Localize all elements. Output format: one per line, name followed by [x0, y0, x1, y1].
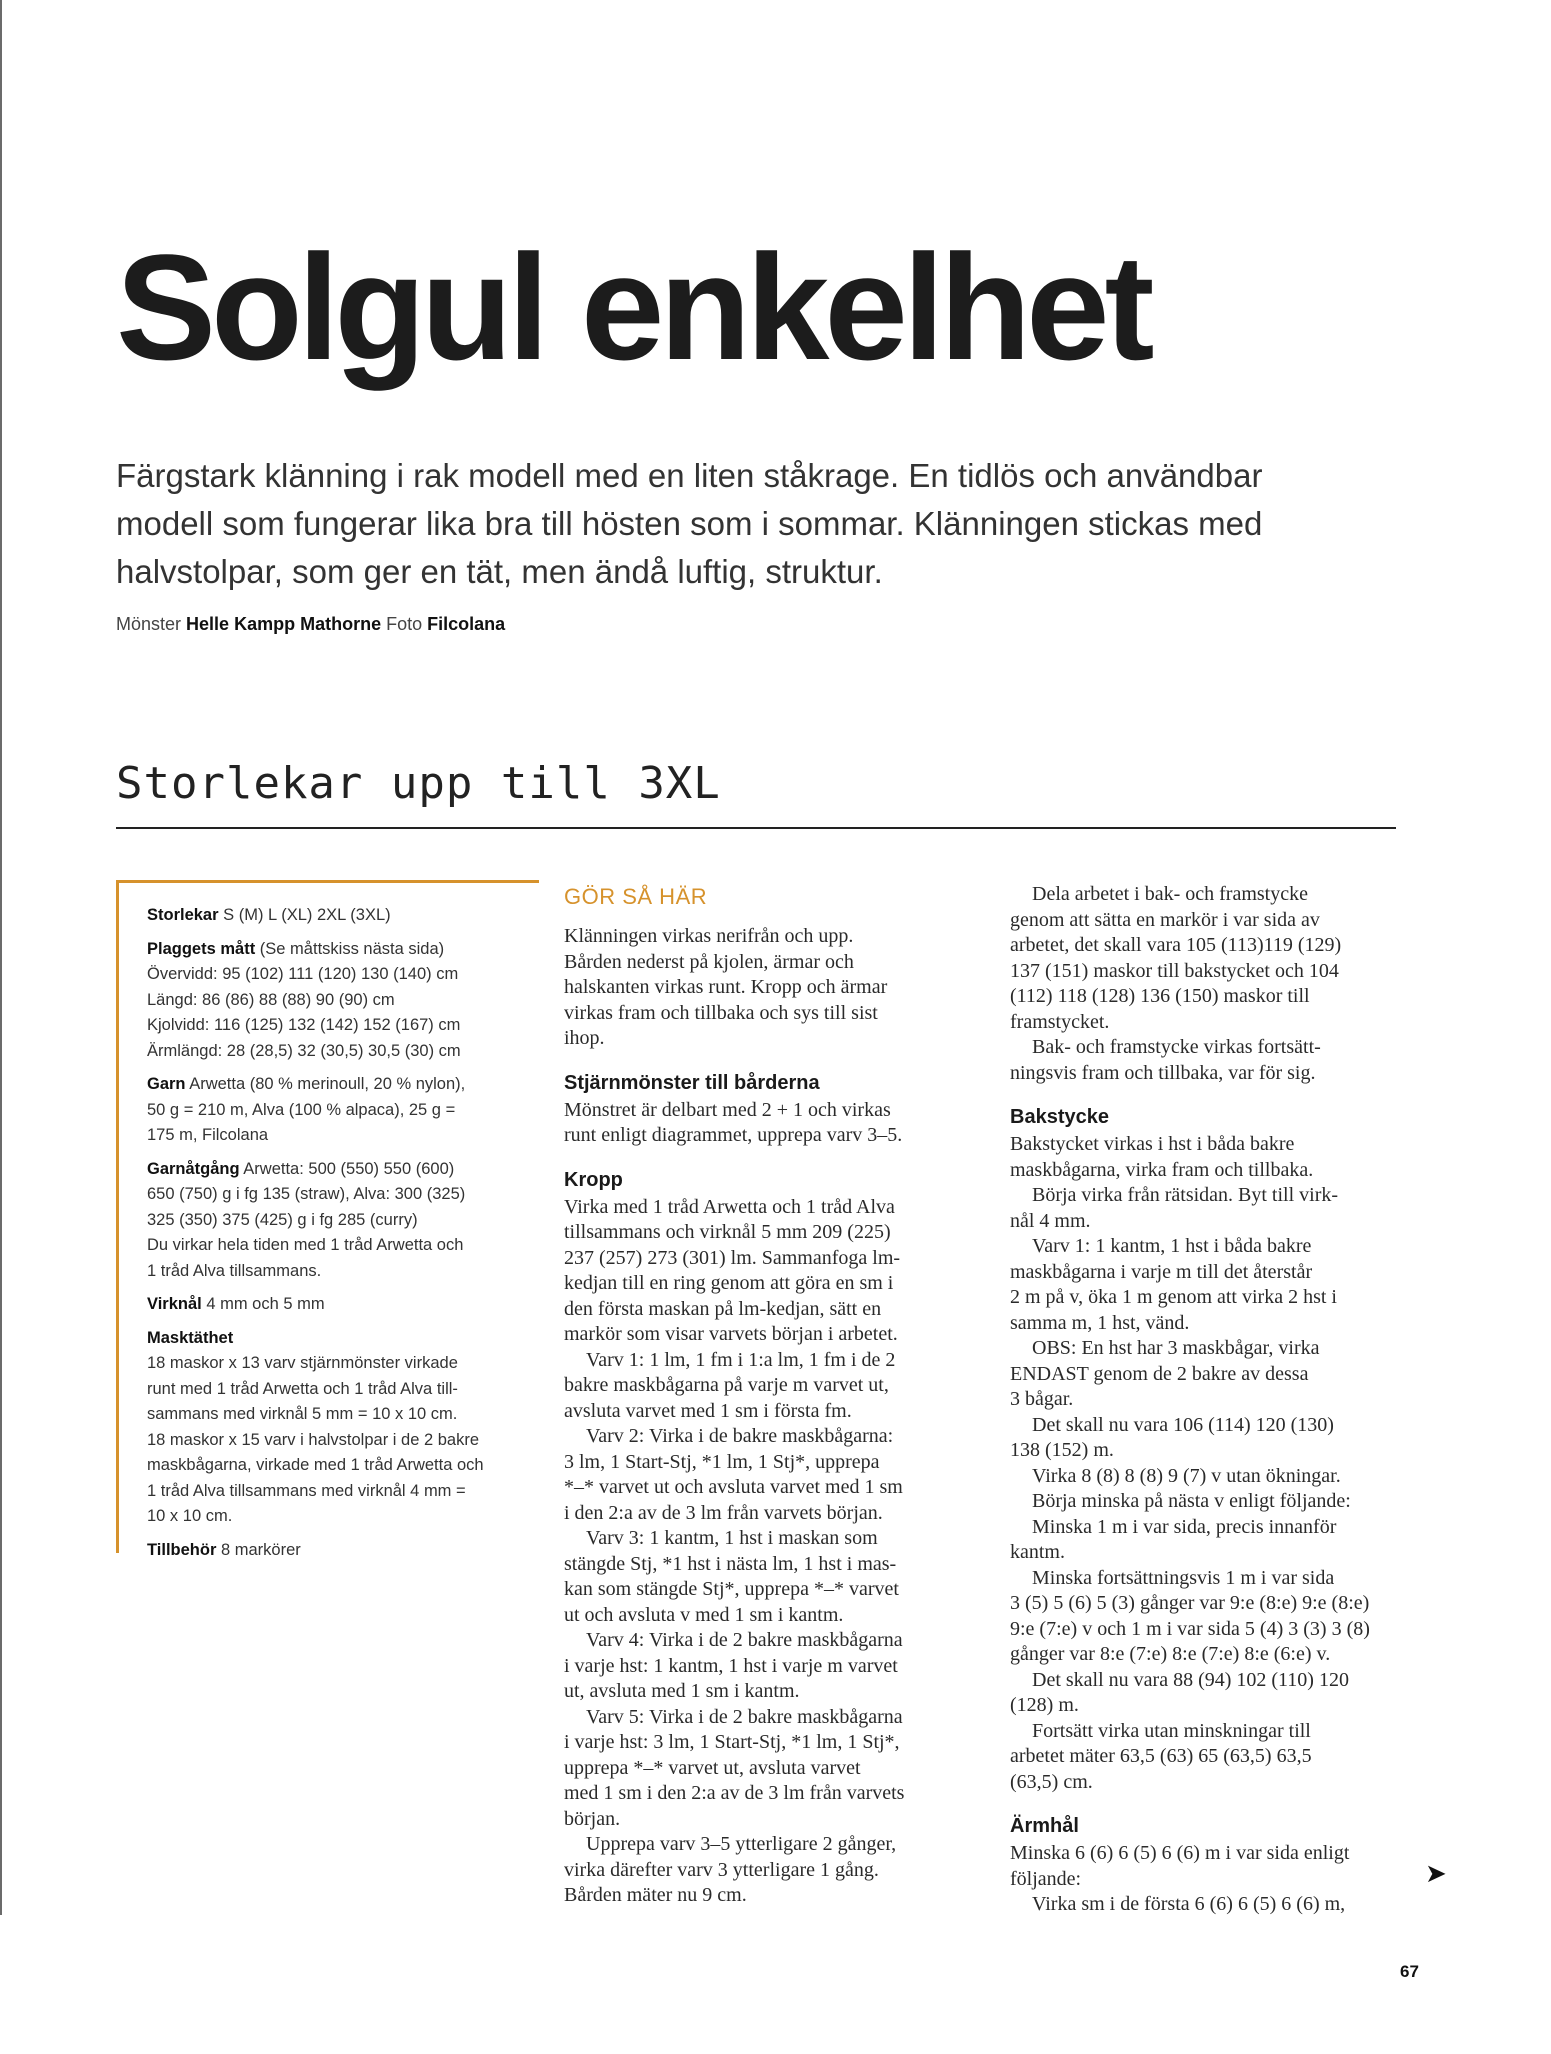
spec-line: 325 (350) 375 (425) g i fg 285 (curry) [147, 1210, 418, 1229]
text-line: Minska 1 m i var sida, precis innanför [1032, 1515, 1337, 1538]
spec-label: Garnåtgång [147, 1159, 240, 1178]
row-2-paragraph [564, 1424, 969, 1526]
spec-label: Masktäthet [147, 1328, 234, 1347]
lead-paragraph [116, 452, 1346, 596]
text-line: början. [564, 1807, 621, 1830]
text-line: gånger var 8:e (7:e) 8:e (7:e) 8:e (6:e) v. [1010, 1643, 1331, 1665]
armhole-heading: Ärmhål [1010, 1815, 1079, 1837]
section-rule [116, 827, 1396, 829]
spec-line: maskbågarna, virkade med 1 tråd Arwetta och [147, 1456, 484, 1474]
text-line: med 1 sm i den 2:a av de 3 lm från varvets [564, 1782, 905, 1804]
text-line: markör som visar varvets början i arbetet. [564, 1323, 898, 1345]
body-paragraph [564, 1195, 969, 1348]
spec-hook [147, 1292, 537, 1318]
spec-measures [147, 937, 537, 1065]
text-line: Mönstret är delbart med 2 + 1 och virkas [564, 1098, 891, 1121]
spec-notions [147, 1538, 537, 1564]
text-line: kedjan till en ring genom att göra en sm i [564, 1272, 894, 1294]
row-4-paragraph [564, 1628, 969, 1705]
pattern-label: Mönster [116, 614, 182, 634]
spec-label: Plaggets mått [147, 939, 256, 958]
spec-value: 8 markörer [220, 1540, 301, 1559]
page-number: 67 [1400, 1962, 1419, 1981]
spec-label: Garn [147, 1075, 186, 1093]
text-line: följande: [1010, 1867, 1082, 1890]
text-line: maskbågarna, virka fram och tillbaka. [1010, 1158, 1314, 1181]
spec-value: Arwetta: 500 (550) 550 (600) [243, 1159, 455, 1178]
text-line: stängde Stj, *1 hst i nästa lm, 1 hst i mas- [564, 1552, 897, 1575]
armhole-paragraph [1010, 1841, 1415, 1918]
text-line: virkas fram och tillbaka och sys till sist [564, 1001, 878, 1024]
text-line: ut, avsluta med 1 sm i kantm. [564, 1680, 800, 1702]
photo-author: Filcolana [427, 614, 506, 634]
text-line: Varv 1: 1 lm, 1 fm i 1:a lm, 1 fm i de 2 [586, 1348, 896, 1371]
text-line: Bakstycket virkas i hst i båda bakre [1010, 1133, 1295, 1155]
split-paragraph [1010, 882, 1415, 1035]
text-line: den första maskan på lm-kedjan, sätt en [564, 1297, 882, 1320]
photo-label: Foto [386, 614, 423, 634]
text-line: arbetet, det skall vara 105 (113)119 (129) [1010, 934, 1342, 956]
section-heading: Storlekar upp till 3XL [116, 758, 721, 809]
credits-line [116, 614, 505, 635]
text-line: 137 (151) maskor till bakstycket och 104 [1010, 959, 1339, 982]
spec-line [147, 1072, 537, 1098]
spec-label: Tillbehör [147, 1540, 217, 1559]
text-line: 3 bågar. [1010, 1388, 1074, 1410]
text-line: bakre maskbågarna på varje m varvet ut, [564, 1374, 889, 1396]
text-line: (128) m. [1010, 1694, 1079, 1716]
text-line: Bak- och framstycke virkas fortsätt- [1032, 1036, 1321, 1058]
back-piece-heading: Bakstycke [1010, 1106, 1109, 1128]
text-line: Det skall nu vara 106 (114) 120 (130) [1032, 1413, 1334, 1436]
spec-line: Ärmlängd: 28 (28,5) 32 (30,5) 30,5 (30) cm [147, 1041, 461, 1060]
spec-value: 4 mm och 5 mm [206, 1295, 325, 1313]
text-line: kan som stängde Stj*, upprepa *–* varvet [564, 1578, 899, 1600]
spec-line [147, 1326, 537, 1352]
text-line: ut och avsluta v med 1 sm i kantm. [564, 1603, 844, 1626]
spec-line: 175 m, Filcolana [147, 1126, 269, 1144]
text-line: Varv 4: Virka i de 2 bakre maskbågarna [586, 1629, 903, 1651]
text-line: maskbågarna i varje m till det återstår [1010, 1260, 1313, 1283]
spec-line: runt med 1 tråd Arwetta och 1 tråd Alva till- [147, 1379, 458, 1398]
intro-paragraph [564, 924, 969, 1052]
text-line: i den 2:a av de 3 lm från varvets början. [564, 1501, 883, 1524]
text-line: Upprepa varv 3–5 ytterligare 2 gånger, [586, 1833, 897, 1855]
spec-line: sammans med virknål 5 mm = 10 x 10 cm. [147, 1405, 458, 1423]
text-line: Virka med 1 tråd Arwetta och 1 tråd Alva [564, 1195, 895, 1218]
text-line: genom att sätta en markör i var sida av [1010, 908, 1320, 931]
text-line: Bården nederst på kjolen, ärmar och [564, 950, 854, 973]
body-heading: Kropp [564, 1168, 623, 1191]
text-line: Fortsätt virka utan minskningar till [1032, 1719, 1311, 1742]
spec-consumption [147, 1157, 537, 1285]
text-line: avsluta varvet med 1 sm i första fm. [564, 1399, 852, 1422]
spec-line: 10 x 10 cm. [147, 1507, 233, 1525]
instructions-kicker: GÖR SÅ HÄR [564, 884, 708, 909]
text-line: arbetet mäter 63,5 (63) 65 (63,5) 63,5 [1010, 1745, 1312, 1767]
text-line: 3 lm, 1 Start-Stj, *1 lm, 1 Stj*, upprepa [564, 1450, 880, 1473]
text-line: ningsvis fram och tillbaka, var för sig. [1010, 1061, 1316, 1084]
text-line: Virka 8 (8) 8 (8) 9 (7) v utan ökningar. [1032, 1464, 1341, 1487]
text-line: Minska 6 (6) 6 (5) 6 (6) m i var sida enligt [1010, 1842, 1350, 1864]
pattern-author: Helle Kampp Mathorne [186, 614, 382, 634]
text-line: Börja minska på nästa v enligt följande: [1032, 1490, 1351, 1512]
text-line: Börja virka från rätsidan. Byt till virk- [1032, 1184, 1339, 1206]
spec-line [147, 1157, 537, 1183]
instructions-column-1 [564, 884, 969, 1909]
text-line: upprepa *–* varvet ut, avsluta varvet [564, 1756, 861, 1779]
spec-label: Virknål [147, 1295, 202, 1313]
text-line: Varv 2: Virka i de bakre maskbågarna: [586, 1425, 894, 1447]
specs-content [147, 903, 537, 1571]
spec-line: Kjolvidd: 116 (125) 132 (142) 152 (167) cm [147, 1016, 461, 1034]
lead-line: modell som fungerar lika bra till hösten som i sommar. Klänningen stickas med [116, 505, 1263, 542]
spec-gauge [147, 1326, 537, 1530]
spec-label: Storlekar [147, 906, 219, 924]
text-line: Varv 5: Virka i de 2 bakre maskbågarna [586, 1705, 903, 1728]
text-line: 237 (257) 273 (301) lm. Sammanfoga lm- [564, 1246, 901, 1269]
spec-note: (Se måttskiss nästa sida) [259, 939, 445, 958]
spec-line: 1 tråd Alva tillsammans. [147, 1261, 322, 1280]
text-line: kantm. [1010, 1541, 1065, 1563]
text-line: Minska fortsättningsvis 1 m i var sida [1032, 1566, 1335, 1589]
star-pattern-heading: Stjärnmönster till bårderna [564, 1071, 820, 1094]
spec-line: Övervidd: 95 (102) 111 (120) 130 (140) cm [147, 965, 459, 983]
repeat-paragraph [564, 1832, 969, 1909]
text-line: Varv 1: 1 kantm, 1 hst i båda bakre [1032, 1235, 1312, 1257]
text-line: Varv 3: 1 kantm, 1 hst i maskan som [586, 1527, 878, 1549]
spec-line: 650 (750) g i fg 135 (straw), Alva: 300 (325) [147, 1185, 466, 1203]
text-line: nål 4 mm. [1010, 1209, 1091, 1232]
text-line: halskanten virkas runt. Kropp och ärmar [564, 976, 888, 998]
text-line: framstycket. [1010, 1010, 1110, 1033]
page-edge-line [0, 0, 2, 1915]
star-pattern-paragraph [564, 1098, 969, 1149]
continue-paragraph [1010, 1035, 1415, 1086]
spec-sizes [147, 903, 537, 929]
row-5-paragraph [564, 1705, 969, 1833]
lead-line: halvstolpar, som ger en tät, men ändå luftig, struktur. [116, 553, 883, 590]
spec-line: Längd: 86 (86) 88 (88) 90 (90) cm [147, 990, 395, 1009]
spec-line: 18 maskor x 13 varv stjärnmönster virkade [147, 1354, 458, 1372]
text-line: Det skall nu vara 88 (94) 102 (110) 120 [1032, 1668, 1349, 1691]
text-line: (112) 118 (128) 136 (150) maskor till [1010, 985, 1310, 1007]
spec-line [147, 937, 537, 963]
text-line: samma m, 1 hst, vänd. [1010, 1311, 1190, 1334]
article-title: Solgul enkelhet [116, 223, 1150, 391]
text-line: 2 m på v, öka 1 m genom att virka 2 hst i [1010, 1286, 1337, 1308]
text-line: ENDAST genom de 2 bakre av dessa [1010, 1362, 1309, 1385]
back-paragraph [1010, 1132, 1415, 1795]
lead-line: Färgstark klänning i rak modell med en liten ståkrage. En tidlös och användbar [116, 457, 1263, 494]
text-line: Virka sm i de första 6 (6) 6 (5) 6 (6) m, [1032, 1893, 1346, 1915]
text-line: runt enligt diagrammet, upprepa varv 3–5. [564, 1124, 903, 1146]
text-line: Bården mäter nu 9 cm. [564, 1884, 747, 1906]
spec-line: 1 tråd Alva tillsammans med virknål 4 mm = [147, 1481, 466, 1500]
text-line: virka därefter varv 3 ytterligare 1 gång. [564, 1858, 879, 1881]
text-line: 9:e (7:e) v och 1 m i var sida 5 (4) 3 (3) 3 (8) [1010, 1617, 1370, 1640]
text-line: (63,5) cm. [1010, 1770, 1093, 1793]
instructions-column-2 [1010, 882, 1415, 1918]
row-3-paragraph [564, 1526, 969, 1628]
text-line: ihop. [564, 1027, 605, 1049]
spec-line: Du virkar hela tiden med 1 tråd Arwetta och [147, 1236, 464, 1254]
row-1-paragraph [564, 1348, 969, 1425]
specs-box [116, 880, 539, 1559]
spec-line: 50 g = 210 m, Alva (100 % alpaca), 25 g = [147, 1100, 456, 1119]
text-line: OBS: En hst har 3 maskbågar, virka [1032, 1337, 1320, 1359]
text-line: 3 (5) 5 (6) 5 (3) gånger var 9:e (8:e) 9:e (8:e) [1010, 1592, 1370, 1614]
text-line: *–* varvet ut och avsluta varvet med 1 sm [564, 1476, 903, 1498]
text-line: tillsammans och virknål 5 mm 209 (225) [564, 1221, 891, 1243]
text-line: 138 (152) m. [1010, 1439, 1114, 1461]
spec-yarn [147, 1072, 537, 1149]
continue-arrow-icon: ➤ [1425, 1858, 1447, 1888]
spec-line: 18 maskor x 15 varv i halvstolpar i de 2 bakre [147, 1430, 479, 1449]
text-line: Klänningen virkas nerifrån och upp. [564, 925, 854, 947]
text-line: i varje hst: 1 kantm, 1 hst i varje m varvet [564, 1654, 898, 1677]
spec-value: S (M) L (XL) 2XL (3XL) [223, 906, 391, 924]
spec-value: Arwetta (80 % merinoull, 20 % nylon), [189, 1075, 466, 1093]
text-line: i varje hst: 3 lm, 1 Start-Stj, *1 lm, 1 Stj*, [564, 1731, 900, 1753]
text-line: Dela arbetet i bak- och framstycke [1032, 883, 1308, 905]
